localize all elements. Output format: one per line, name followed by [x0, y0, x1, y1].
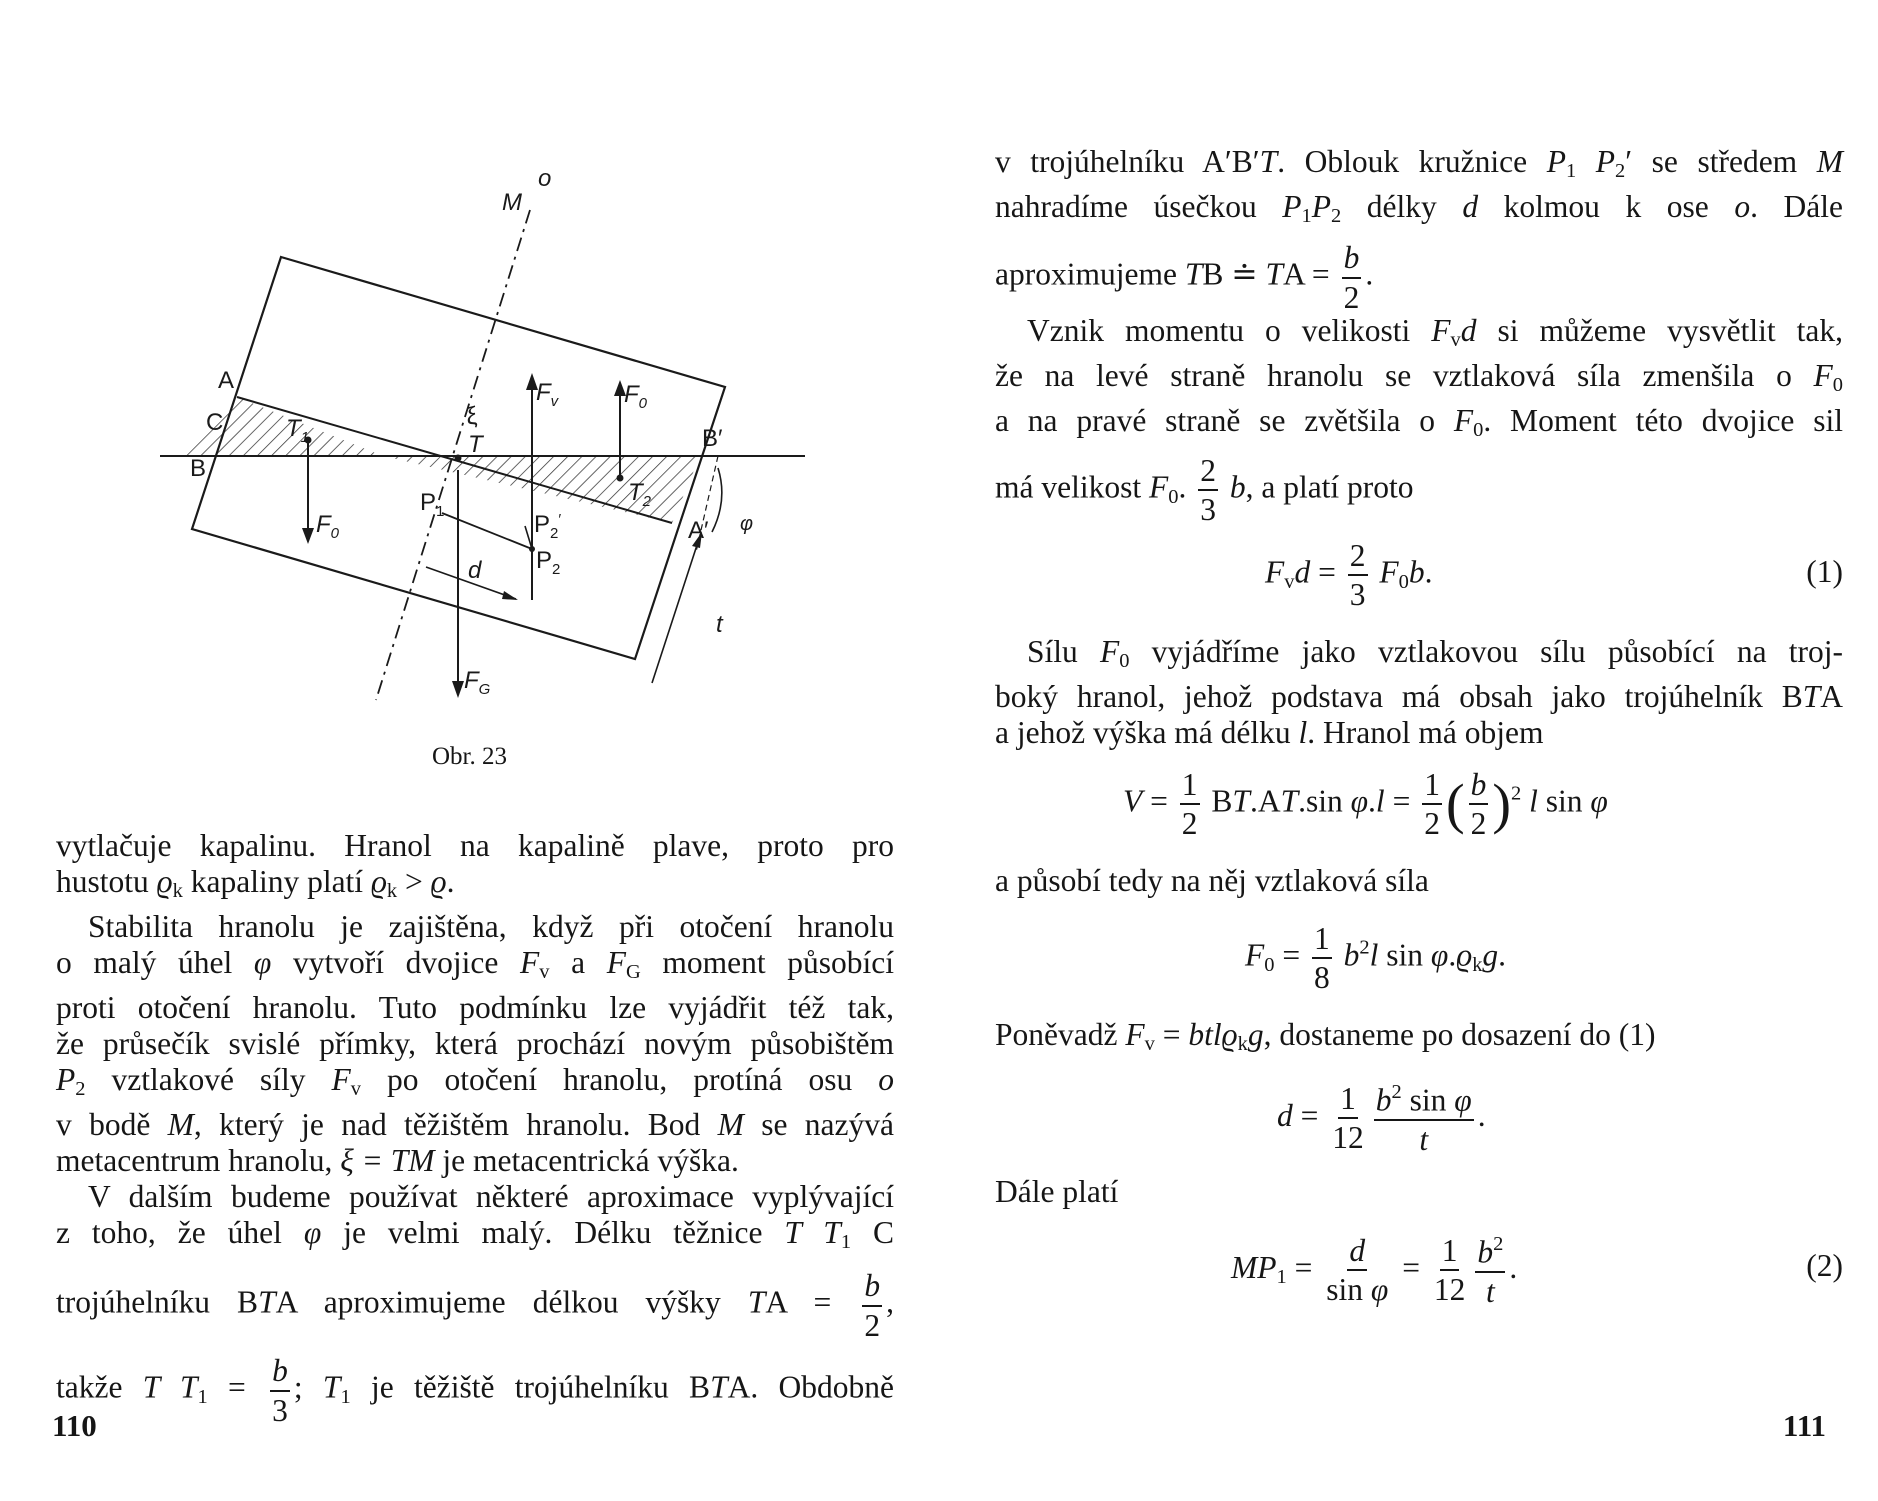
- text-line: Dále platí: [995, 1173, 1119, 1209]
- text-line: má velikost $F_0$. $\frac{2}{3}$ b, a platí proto: [995, 452, 1414, 528]
- text-line: metacentrum hranolu, ξ = TM je metacentrická výška.: [56, 1143, 739, 1179]
- text-line: aproximujeme TB ≐ TA = $\frac{b}{2}$ .: [995, 240, 1374, 315]
- text-line: takže T $T_1$ = $\frac{b}{3}$ ; $T_1$ je těžiště trojúhelníku BTA. Obdobně: [56, 1353, 894, 1428]
- text-line: z toho, že úhel φ je velmi malý. Délku těžnice T $T_1$ C: [56, 1215, 895, 1254]
- text-line: vytlačuje kapalinu. Hranol na kapalině plave, proto pro: [56, 828, 894, 863]
- label-o: o: [538, 165, 552, 192]
- equation-1: $F_vd$ = $\frac{2}{3}$ $F_0b$. (1): [1265, 537, 1843, 613]
- fraction: $\frac{b}{3}$: [272, 1353, 288, 1428]
- label-m: M: [502, 189, 522, 216]
- point-p2: [529, 546, 535, 552]
- label-t-length: t: [716, 611, 723, 638]
- point-t2: [617, 475, 624, 482]
- text-line: o malý úhel φ vytvoří dvojice $F_v$ a $F_G$ moment působící: [56, 945, 895, 984]
- text-line: $P_2$ vztlakové síly $F_v$ po otočení hranolu, protíná osu o: [56, 1062, 894, 1101]
- label-aprime: A′: [688, 517, 709, 544]
- prism-diagram: [120, 140, 860, 740]
- label-fg: $F_G$: [464, 667, 491, 698]
- equation-2: $MP_1$ = $\frac{d}{\text{sin φ}}$ = $\frac{1}{12}$ $\frac{b^2}{t}$ . (2): [1231, 1232, 1843, 1309]
- text-line: Vznik momentu o velikosti $F_vd$ si můžeme vysvětlit tak,: [1027, 313, 1844, 352]
- equation-volume: V = $\frac{1}{2}$ BT.AT.sin φ.l = $\frac{1}{2}$ ( $\frac{b}{2}$ )$^2$ l sin φ: [1123, 766, 1608, 842]
- figure-23: [120, 140, 860, 740]
- text-line: a jehož výška má délku l. Hranol má objem: [995, 714, 1544, 750]
- label-p2prime: $P_2'$: [534, 511, 562, 542]
- equation-f0: $F_0$ = $\frac{1}{8}$ $b^2l$ $\sin \varphi.ϱ_kg$.: [1245, 920, 1507, 996]
- page-number: 111: [1782, 1408, 1826, 1443]
- right-text: [995, 144, 1843, 1314]
- text-line: v bodě M, který je nad těžištěm hranolu. Bod M se nazývá: [56, 1107, 894, 1143]
- label-t1: $T_1$: [286, 415, 310, 446]
- text-line: že průsečík svislé přímky, která prochází novým působištěm: [56, 1026, 894, 1062]
- fg-arrowhead: [452, 681, 464, 698]
- segment-p1-p2: [442, 513, 532, 549]
- label-a: A: [218, 367, 235, 394]
- label-t2: $T_2$: [628, 479, 652, 510]
- label-p1: $P_1$: [420, 489, 445, 520]
- right-page: [939, 0, 1878, 1501]
- text-line: Stabilita hranolu je zajištěna, když při otočení hranolu: [88, 909, 894, 945]
- equation-number: (1): [1806, 553, 1843, 589]
- segment-p2prime-p2: [525, 526, 532, 549]
- equation-d: d = $\frac{1}{12}$ $\frac{b^2 \sin \varphi}{t}$ .: [1277, 1080, 1486, 1157]
- text-line: hustotu $ϱ_k$ kapaliny platí $ϱ_k > ϱ$.: [56, 864, 455, 903]
- page-number: 110: [52, 1408, 97, 1443]
- text-line: proti otočení hranolu. Tuto podmínku lze vyjádřit též tak,: [56, 990, 894, 1026]
- text-line: boký hranol, jehož podstava má obsah jako trojúhelník BTA: [995, 678, 1843, 714]
- label-fv: $F_v$: [536, 379, 559, 410]
- text-line: trojúhelníku BTA aproximujeme délkou výšky TA = $\frac{b}{2}$ ,: [56, 1268, 894, 1343]
- f0-left-arrowhead: [302, 528, 314, 544]
- equation-number: (2): [1806, 1247, 1843, 1283]
- label-p2: $P_2$: [536, 547, 561, 578]
- left-text: [56, 828, 894, 1426]
- text-line: v trojúhelníku A′B′T. Oblouk kružnice $P_1$ $P_2'$ se středem M: [995, 144, 1843, 183]
- label-phi: φ: [740, 513, 754, 535]
- figure-caption: Obr. 23: [432, 743, 507, 770]
- text-line: Sílu $F_0$ vyjádříme jako vztlakovou sílu působící na troj-: [1027, 633, 1843, 672]
- fraction: $\frac{b}{2}$: [1343, 240, 1360, 315]
- label-t: T: [468, 431, 483, 458]
- label-bprime: B′: [702, 425, 723, 452]
- label-xi: ξ: [462, 402, 481, 432]
- fraction: $\frac{2}{3}$: [1200, 452, 1216, 528]
- text-line: a působí tedy na něj vztlaková síla: [995, 862, 1429, 898]
- point-t: [455, 455, 462, 462]
- t-dimension: [652, 542, 698, 683]
- text-line: Poněvadž $F_v = btlϱ_kg$, dostaneme po dosazení do (1): [995, 1016, 1656, 1055]
- label-d: d: [468, 557, 482, 584]
- label-f0-left: $F_0$: [316, 511, 340, 542]
- d-dimension-arrowhead: [502, 591, 518, 600]
- text-line: že na levé straně hranolu se vztlaková síla zmenšila o $F_0$: [995, 358, 1843, 397]
- label-f0-top: $F_0$: [624, 381, 648, 412]
- text-line: a na pravé straně se zvětšila o $F_0$. Moment této dvojice sil: [995, 403, 1843, 442]
- text-line: nahradíme úsečkou $P_1P_2$ délky d kolmou k ose o. Dále: [995, 189, 1843, 228]
- text-line: V dalším budeme používat některé aproximace vyplývající: [88, 1179, 894, 1215]
- fraction: $\frac{b}{2}$: [864, 1268, 881, 1343]
- label-b: B: [190, 455, 207, 482]
- label-c: C: [206, 409, 224, 436]
